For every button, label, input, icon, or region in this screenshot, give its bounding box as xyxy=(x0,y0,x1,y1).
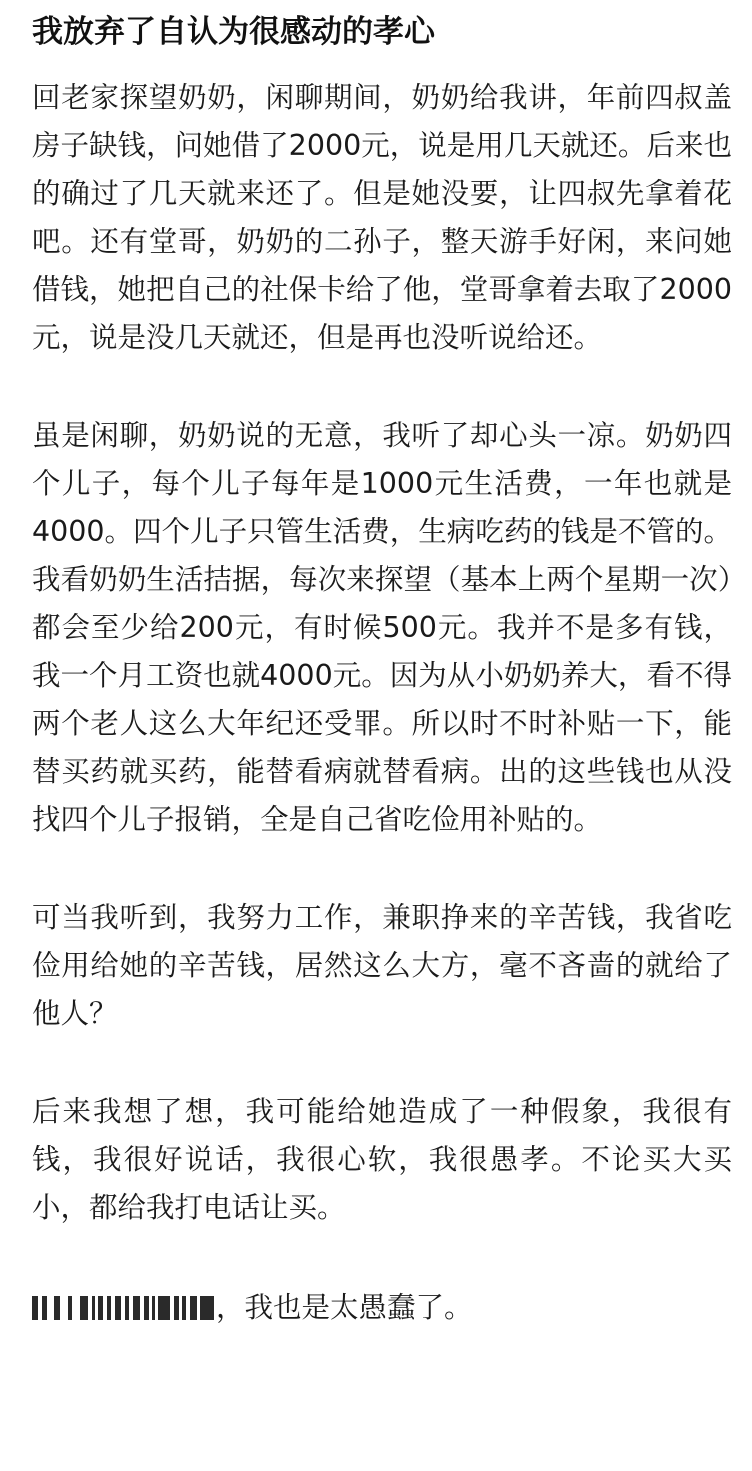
redacted-text-block xyxy=(32,1293,214,1323)
last-line-text: ，我也是太愚蠢了。 xyxy=(216,1291,473,1324)
article-title: 我放弃了自认为很感动的孝心 xyxy=(32,14,435,50)
paragraph-gap xyxy=(32,362,732,412)
paragraph-4: 后来我想了想，我可能给她造成了一种假象，我很有钱，我很好说话，我很心软，我很愚孝。不论买大买小，都给我打电话让买。 xyxy=(32,1095,732,1224)
paragraph-gap xyxy=(32,844,732,894)
paragraph-2: 虽是闲聊，奶奶说的无意，我听了却心头一凉。奶奶四个儿子，每个儿子每年是1000元生活费，一年也就是4000。四个儿子只管生活费，生病吃药的钱是不管的。我看奶奶生活拮据，每次来探望（基本上两个星期一次）都会至少给200元，有时候500元。我并不是多有钱，我一个月工资也就4000元。因为从小奶奶养大，看不得两个老人这么大年纪还受罪。所以时不时补贴一下，能替买药就买药，能替看病就替看病。出的这些钱也从没找四个儿子报销，全是自己省吃俭用补贴的。 xyxy=(32,419,732,836)
paragraph-1: 回老家探望奶奶，闲聊期间，奶奶给我讲，年前四叔盖房子缺钱，问她借了2000元，说是用几天就还。后来也的确过了几天就来还了。但是她没要，让四叔先拿着花吧。还有堂哥，奶奶的二孙子，整天游手好闲，来问她借钱，她把自己的社保卡给了他，堂哥拿着去取了2000元，说是没几天就还，但是再也没听说给还。 xyxy=(32,81,732,354)
last-line xyxy=(32,1284,732,1332)
paragraph-gap xyxy=(32,1038,732,1088)
paragraph-gap xyxy=(32,1232,732,1284)
paragraph-3: 可当我听到，我努力工作，兼职挣来的辛苦钱，我省吃俭用给她的辛苦钱，居然这么大方，毫不吝啬的就给了他人？ xyxy=(32,901,732,1030)
